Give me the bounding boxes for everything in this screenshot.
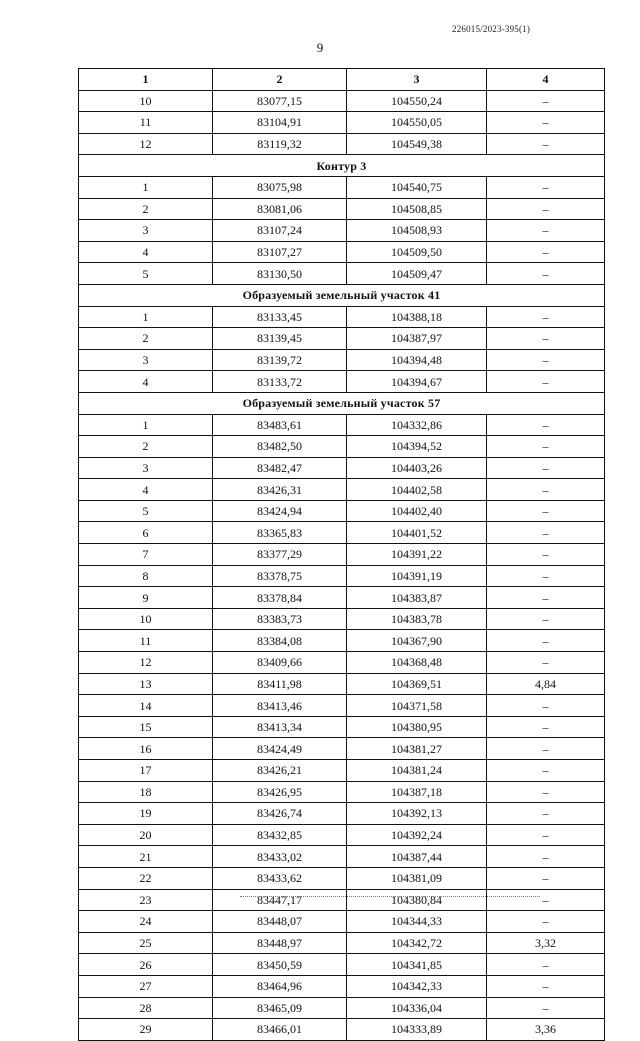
x-coordinate-cell: 83426,74 [213, 803, 347, 825]
x-coordinate-cell: 83424,49 [213, 738, 347, 760]
x-coordinate-cell: 83426,21 [213, 760, 347, 782]
column-header-x: 2 [213, 69, 347, 91]
table-row [79, 803, 605, 825]
y-coordinate-cell: 104371,58 [347, 695, 487, 717]
section-header-row [79, 392, 605, 414]
table-row [79, 198, 605, 220]
table-row [79, 867, 605, 889]
distance-cell: – [487, 544, 605, 566]
distance-cell: – [487, 695, 605, 717]
table-row [79, 630, 605, 652]
x-coordinate-cell: 83081,06 [213, 198, 347, 220]
distance-cell: – [487, 824, 605, 846]
y-coordinate-cell: 104344,33 [347, 911, 487, 933]
table-header-row [79, 69, 605, 91]
table-row [79, 479, 605, 501]
x-coordinate-cell: 83482,47 [213, 457, 347, 479]
y-coordinate-cell: 104368,48 [347, 652, 487, 674]
table-row [79, 220, 605, 242]
distance-cell: 3,32 [487, 932, 605, 954]
distance-cell: 4,84 [487, 673, 605, 695]
section-title: Образуемый земельный участок 57 [79, 392, 605, 414]
point-number-cell: 23 [79, 889, 213, 911]
distance-cell: – [487, 263, 605, 285]
point-number-cell: 7 [79, 544, 213, 566]
y-coordinate-cell: 104383,78 [347, 608, 487, 630]
x-coordinate-cell: 83464,96 [213, 975, 347, 997]
y-coordinate-cell: 104403,26 [347, 457, 487, 479]
table-row [79, 716, 605, 738]
column-header-distance: 4 [487, 69, 605, 91]
point-number-cell: 3 [79, 457, 213, 479]
y-coordinate-cell: 104550,24 [347, 90, 487, 112]
document-id: 226015/2023-395(1) [452, 24, 531, 34]
point-number-cell: 19 [79, 803, 213, 825]
y-coordinate-cell: 104367,90 [347, 630, 487, 652]
point-number-cell: 9 [79, 587, 213, 609]
x-coordinate-cell: 83424,94 [213, 500, 347, 522]
point-number-cell: 6 [79, 522, 213, 544]
distance-cell: – [487, 371, 605, 393]
x-coordinate-cell: 83483,61 [213, 414, 347, 436]
y-coordinate-cell: 104509,50 [347, 241, 487, 263]
distance-cell: – [487, 846, 605, 868]
table-row [79, 954, 605, 976]
distance-cell: – [487, 457, 605, 479]
table-row [79, 652, 605, 674]
distance-cell: – [487, 587, 605, 609]
x-coordinate-cell: 83384,08 [213, 630, 347, 652]
table-row [79, 176, 605, 198]
distance-cell: – [487, 198, 605, 220]
point-number-cell: 8 [79, 565, 213, 587]
point-number-cell: 1 [79, 414, 213, 436]
table-row [79, 414, 605, 436]
point-number-cell: 12 [79, 652, 213, 674]
table-row [79, 306, 605, 328]
distance-cell: – [487, 889, 605, 911]
distance-cell: – [487, 781, 605, 803]
distance-cell: – [487, 867, 605, 889]
table-row [79, 371, 605, 393]
y-coordinate-cell: 104380,95 [347, 716, 487, 738]
y-coordinate-cell: 104342,33 [347, 975, 487, 997]
distance-cell: – [487, 414, 605, 436]
table-row [79, 911, 605, 933]
table-row [79, 263, 605, 285]
point-number-cell: 16 [79, 738, 213, 760]
section-header-row [79, 284, 605, 306]
distance-cell: – [487, 565, 605, 587]
x-coordinate-cell: 83409,66 [213, 652, 347, 674]
y-coordinate-cell: 104391,19 [347, 565, 487, 587]
point-number-cell: 29 [79, 1019, 213, 1041]
point-number-cell: 26 [79, 954, 213, 976]
y-coordinate-cell: 104381,09 [347, 867, 487, 889]
x-coordinate-cell: 83075,98 [213, 176, 347, 198]
distance-cell: – [487, 176, 605, 198]
point-number-cell: 11 [79, 112, 213, 134]
column-header-point-number: 1 [79, 69, 213, 91]
y-coordinate-cell: 104402,58 [347, 479, 487, 501]
point-number-cell: 24 [79, 911, 213, 933]
x-coordinate-cell: 83107,24 [213, 220, 347, 242]
table-row [79, 975, 605, 997]
distance-cell: – [487, 803, 605, 825]
x-coordinate-cell: 83377,29 [213, 544, 347, 566]
y-coordinate-cell: 104336,04 [347, 997, 487, 1019]
x-coordinate-cell: 83450,59 [213, 954, 347, 976]
distance-cell: – [487, 500, 605, 522]
y-coordinate-cell: 104381,27 [347, 738, 487, 760]
x-coordinate-cell: 83383,73 [213, 608, 347, 630]
point-number-cell: 3 [79, 349, 213, 371]
distance-cell: – [487, 479, 605, 501]
y-coordinate-cell: 104394,67 [347, 371, 487, 393]
distance-cell: – [487, 738, 605, 760]
point-number-cell: 2 [79, 198, 213, 220]
table-row [79, 328, 605, 350]
point-number-cell: 20 [79, 824, 213, 846]
x-coordinate-cell: 83378,84 [213, 587, 347, 609]
distance-cell: – [487, 630, 605, 652]
point-number-cell: 14 [79, 695, 213, 717]
point-number-cell: 11 [79, 630, 213, 652]
distance-cell: – [487, 328, 605, 350]
y-coordinate-cell: 104380,84 [347, 889, 487, 911]
table-row [79, 781, 605, 803]
point-number-cell: 13 [79, 673, 213, 695]
table-row [79, 673, 605, 695]
distance-cell: – [487, 349, 605, 371]
x-coordinate-cell: 83411,98 [213, 673, 347, 695]
y-coordinate-cell: 104341,85 [347, 954, 487, 976]
x-coordinate-cell: 83413,46 [213, 695, 347, 717]
distance-cell: – [487, 716, 605, 738]
x-coordinate-cell: 83448,97 [213, 932, 347, 954]
point-number-cell: 21 [79, 846, 213, 868]
point-number-cell: 2 [79, 436, 213, 458]
x-coordinate-cell: 83119,32 [213, 133, 347, 155]
point-number-cell: 3 [79, 220, 213, 242]
coordinates-table [78, 68, 605, 1041]
point-number-cell: 2 [79, 328, 213, 350]
table-row [79, 997, 605, 1019]
y-coordinate-cell: 104387,18 [347, 781, 487, 803]
x-coordinate-cell: 83104,91 [213, 112, 347, 134]
y-coordinate-cell: 104549,38 [347, 133, 487, 155]
distance-cell: – [487, 220, 605, 242]
table-row [79, 932, 605, 954]
point-number-cell: 4 [79, 479, 213, 501]
table-row [79, 544, 605, 566]
y-coordinate-cell: 104402,40 [347, 500, 487, 522]
table-row [79, 695, 605, 717]
x-coordinate-cell: 83077,15 [213, 90, 347, 112]
point-number-cell: 22 [79, 867, 213, 889]
x-coordinate-cell: 83465,09 [213, 997, 347, 1019]
scan-artifact-line [240, 896, 540, 900]
x-coordinate-cell: 83107,27 [213, 241, 347, 263]
distance-cell: – [487, 911, 605, 933]
point-number-cell: 12 [79, 133, 213, 155]
distance-cell: – [487, 241, 605, 263]
point-number-cell: 17 [79, 760, 213, 782]
y-coordinate-cell: 104332,86 [347, 414, 487, 436]
table-row [79, 608, 605, 630]
point-number-cell: 27 [79, 975, 213, 997]
distance-cell: – [487, 652, 605, 674]
distance-cell: – [487, 133, 605, 155]
table-row [79, 1019, 605, 1041]
x-coordinate-cell: 83448,07 [213, 911, 347, 933]
table-row [79, 241, 605, 263]
table-row [79, 500, 605, 522]
y-coordinate-cell: 104391,22 [347, 544, 487, 566]
section-title: Контур 3 [79, 155, 605, 177]
x-coordinate-cell: 83133,45 [213, 306, 347, 328]
point-number-cell: 10 [79, 90, 213, 112]
x-coordinate-cell: 83378,75 [213, 565, 347, 587]
x-coordinate-cell: 83413,34 [213, 716, 347, 738]
y-coordinate-cell: 104392,24 [347, 824, 487, 846]
y-coordinate-cell: 104387,44 [347, 846, 487, 868]
y-coordinate-cell: 104540,75 [347, 176, 487, 198]
x-coordinate-cell: 83426,31 [213, 479, 347, 501]
point-number-cell: 5 [79, 263, 213, 285]
point-number-cell: 4 [79, 241, 213, 263]
distance-cell: – [487, 975, 605, 997]
x-coordinate-cell: 83466,01 [213, 1019, 347, 1041]
point-number-cell: 5 [79, 500, 213, 522]
table-row [79, 349, 605, 371]
distance-cell: – [487, 306, 605, 328]
y-coordinate-cell: 104508,93 [347, 220, 487, 242]
table-row [79, 112, 605, 134]
table-row [79, 587, 605, 609]
point-number-cell: 1 [79, 176, 213, 198]
x-coordinate-cell: 83130,50 [213, 263, 347, 285]
point-number-cell: 28 [79, 997, 213, 1019]
y-coordinate-cell: 104394,48 [347, 349, 487, 371]
x-coordinate-cell: 83432,85 [213, 824, 347, 846]
y-coordinate-cell: 104342,72 [347, 932, 487, 954]
y-coordinate-cell: 104394,52 [347, 436, 487, 458]
y-coordinate-cell: 104333,89 [347, 1019, 487, 1041]
table-row [79, 522, 605, 544]
distance-cell: – [487, 760, 605, 782]
table-row [79, 457, 605, 479]
y-coordinate-cell: 104509,47 [347, 263, 487, 285]
table-row [79, 846, 605, 868]
distance-cell: – [487, 90, 605, 112]
y-coordinate-cell: 104550,05 [347, 112, 487, 134]
x-coordinate-cell: 83433,02 [213, 846, 347, 868]
point-number-cell: 25 [79, 932, 213, 954]
y-coordinate-cell: 104388,18 [347, 306, 487, 328]
y-coordinate-cell: 104508,85 [347, 198, 487, 220]
point-number-cell: 1 [79, 306, 213, 328]
section-header-row [79, 155, 605, 177]
y-coordinate-cell: 104381,24 [347, 760, 487, 782]
y-coordinate-cell: 104387,97 [347, 328, 487, 350]
table-row [79, 133, 605, 155]
distance-cell: 3,36 [487, 1019, 605, 1041]
table-row [79, 565, 605, 587]
distance-cell: – [487, 436, 605, 458]
table-row [79, 90, 605, 112]
y-coordinate-cell: 104392,13 [347, 803, 487, 825]
point-number-cell: 15 [79, 716, 213, 738]
x-coordinate-cell: 83447,17 [213, 889, 347, 911]
x-coordinate-cell: 83365,83 [213, 522, 347, 544]
table-row [79, 738, 605, 760]
y-coordinate-cell: 104383,87 [347, 587, 487, 609]
table-row [79, 760, 605, 782]
page-number: 9 [316, 40, 324, 55]
distance-cell: – [487, 112, 605, 134]
x-coordinate-cell: 83482,50 [213, 436, 347, 458]
table-row [79, 824, 605, 846]
point-number-cell: 4 [79, 371, 213, 393]
table-row [79, 436, 605, 458]
distance-cell: – [487, 608, 605, 630]
x-coordinate-cell: 83433,62 [213, 867, 347, 889]
x-coordinate-cell: 83426,95 [213, 781, 347, 803]
point-number-cell: 10 [79, 608, 213, 630]
y-coordinate-cell: 104369,51 [347, 673, 487, 695]
distance-cell: – [487, 522, 605, 544]
x-coordinate-cell: 83139,72 [213, 349, 347, 371]
x-coordinate-cell: 83133,72 [213, 371, 347, 393]
section-title: Образуемый земельный участок 41 [79, 284, 605, 306]
column-header-y: 3 [347, 69, 487, 91]
y-coordinate-cell: 104401,52 [347, 522, 487, 544]
x-coordinate-cell: 83139,45 [213, 328, 347, 350]
distance-cell: – [487, 997, 605, 1019]
distance-cell: – [487, 954, 605, 976]
point-number-cell: 18 [79, 781, 213, 803]
